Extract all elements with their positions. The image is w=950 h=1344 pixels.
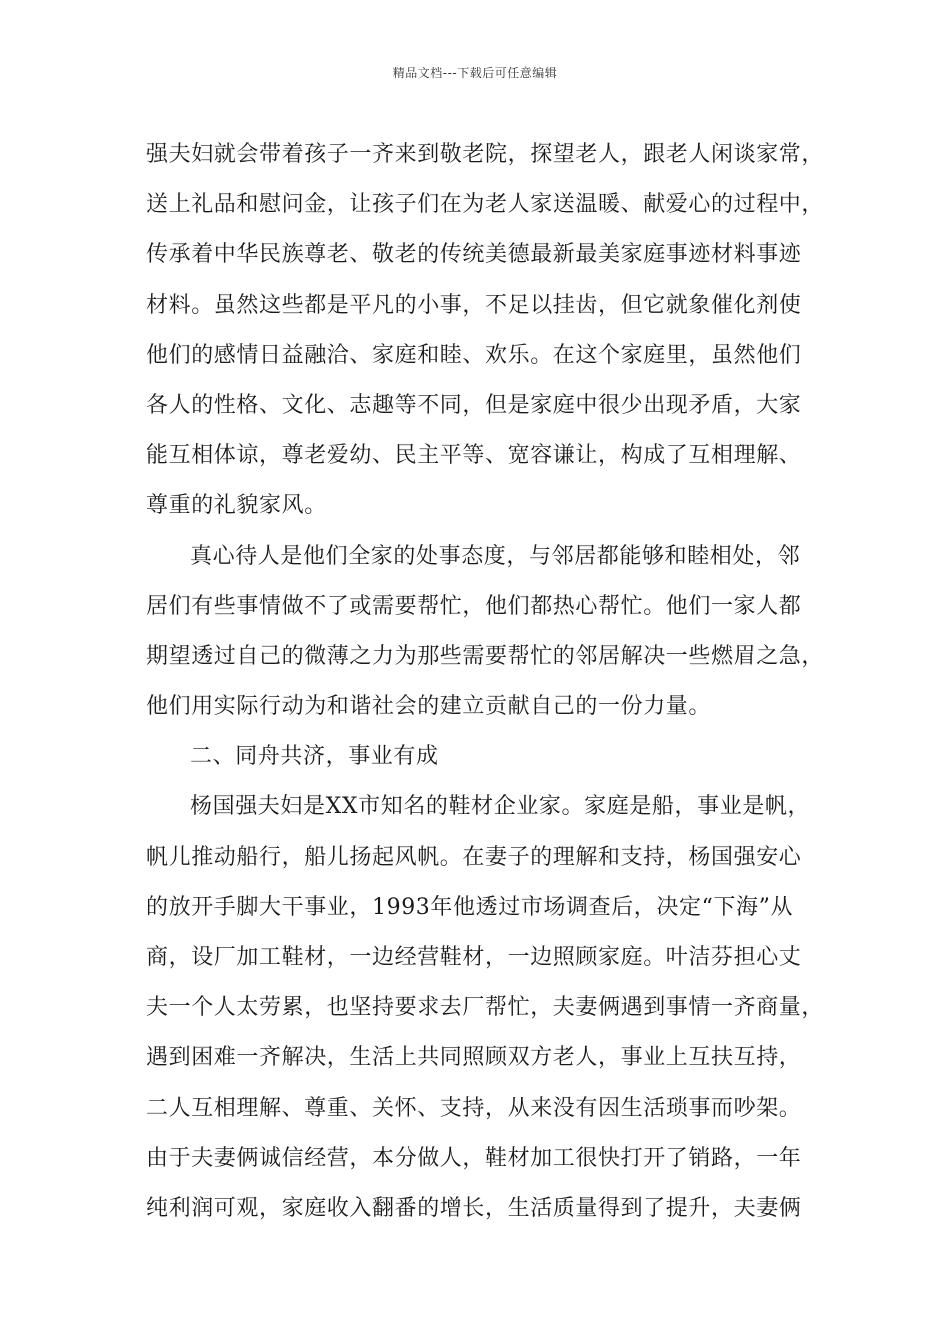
text-line: 帆儿推动船行，船儿扬起风帆。在妻子的理解和支持，杨国强安心 <box>146 844 802 870</box>
text-line: 期望透过自己的微薄之力为那些需要帮忙的邻居解决一些燃眉之急， <box>146 643 825 669</box>
text-line: 二人互相理解、尊重、关怀、支持，从来没有因生活琐事而吵架。 <box>146 1095 802 1121</box>
paragraph-first-line: 杨国强夫妇是XX市知名的鞋材企业家。家庭是船，事业是帆， <box>190 794 811 820</box>
text-line: 能互相体谅，尊老爱幼、民主平等、宽容谦让，构成了互相理解、 <box>146 443 802 469</box>
text-line: 送上礼品和慰问金，让孩子们在为老人家送温暖、献爱心的过程中， <box>146 192 825 218</box>
text-line: 遇到困难一齐解决，生活上共同照顾双方老人，事业上互扶互持， <box>146 1045 802 1071</box>
text-line: 传承着中华民族尊老、敬老的传统美德最新最美家庭事迹材料事迹 <box>146 242 802 268</box>
text-line: 由于夫妻俩诚信经营，本分做人，鞋材加工很快打开了销路，一年 <box>146 1145 802 1171</box>
text-line: 尊重的礼貌家风。 <box>146 493 327 519</box>
section-heading: 二、同舟共济，事业有成 <box>190 744 439 770</box>
text-line: 居们有些事情做不了或需要帮忙，他们都热心帮忙。他们一家人都 <box>146 593 802 619</box>
page-header: 精品文档---下载后可任意编辑 <box>392 66 558 80</box>
text-line: 夫一个人太劳累，也坚持要求去厂帮忙，夫妻俩遇到事情一齐商量， <box>146 995 825 1021</box>
text-line: 强夫妇就会带着孩子一齐来到敬老院，探望老人，跟老人闲谈家常， <box>146 142 825 167</box>
text-line: 材料。虽然这些都是平凡的小事，不足以挂齿，但它就象催化剂使 <box>146 292 802 318</box>
text-line: 他们的感情日益融洽、家庭和睦、欢乐。在这个家庭里，虽然他们 <box>146 342 802 368</box>
text-line: 商，设厂加工鞋材，一边经营鞋材，一边照顾家庭。叶洁芬担心丈 <box>146 945 802 970</box>
document-body <box>146 130 825 1234</box>
paragraph-first-line: 真心待人是他们全家的处事态度，与邻居都能够和睦相处，邻 <box>190 543 801 569</box>
text-line: 各人的性格、文化、志趣等不同，但是家庭中很少出现矛盾，大家 <box>146 392 802 418</box>
text-line: 他们用实际行动为和谐社会的建立贡献自己的一份力量。 <box>146 694 712 720</box>
text-line: 的放开手脚大干事业，1993年他透过市场调查后，决定“下海”从 <box>146 894 794 920</box>
text-line: 纯利润可观，家庭收入翻番的增长，生活质量得到了提升，夫妻俩 <box>146 1195 802 1221</box>
